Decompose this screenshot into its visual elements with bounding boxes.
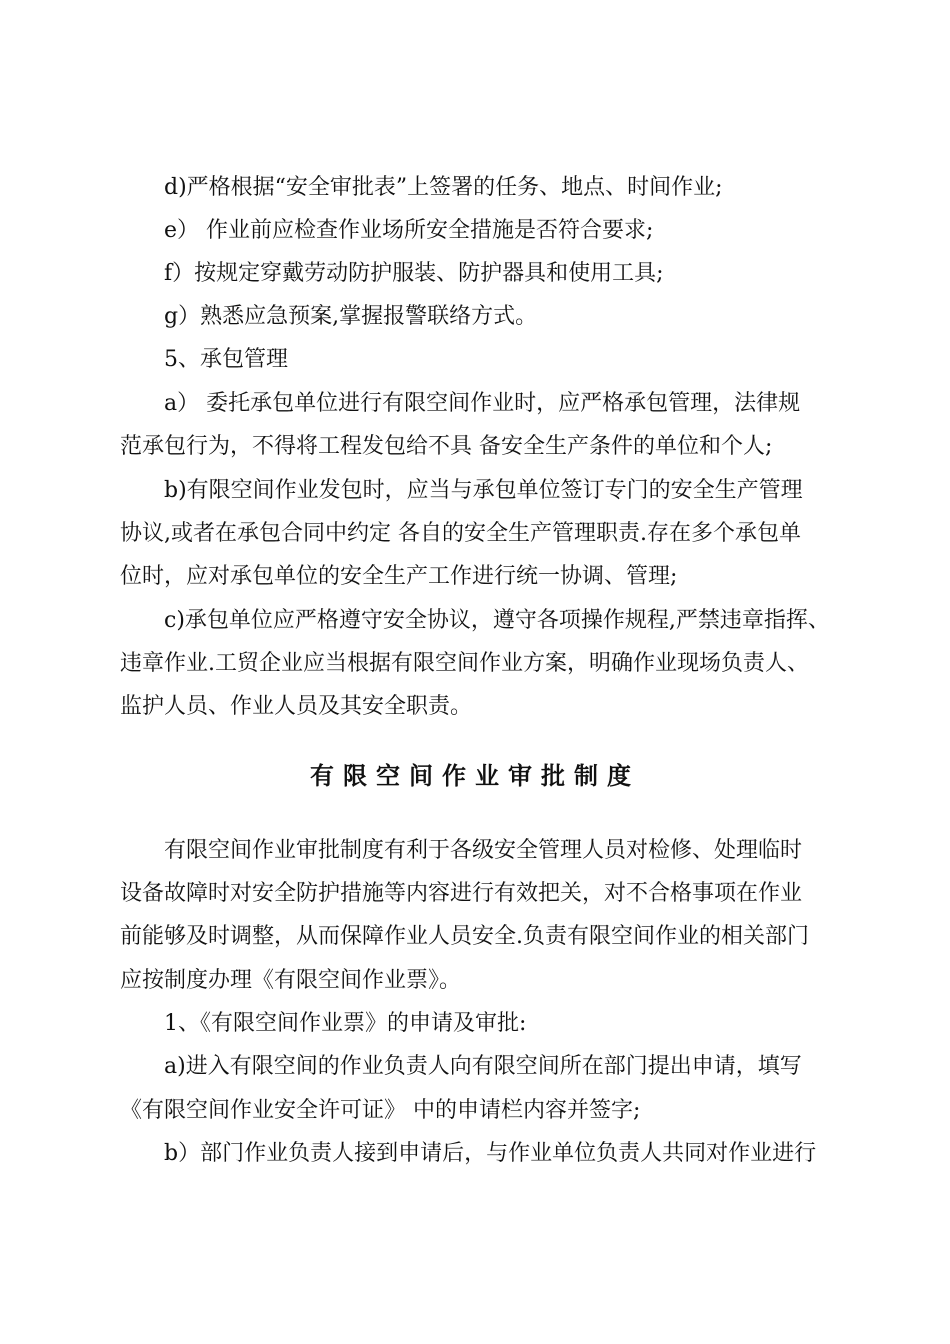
text-line: c)承包单位应严格遵守安全协议，遵守各项操作规程,严禁违章指挥、 (164, 608, 830, 633)
page-title: 有限空间作业审批制度 (310, 761, 640, 790)
text-line: b)有限空间作业发包时，应当与承包单位签订专门的安全生产管理 (164, 478, 803, 503)
text-line: 设备故障时对安全防护措施等内容进行有效把关，对不合格事项在作业 (120, 881, 803, 906)
text-line: 前能够及时调整，从而保障作业人员安全.负责有限空间作业的相关部门 (120, 924, 809, 949)
text-line: e） 作业前应检查作业场所安全措施是否符合要求; (164, 218, 654, 243)
text-line: 监护人员、作业人员及其安全职责。 (120, 694, 473, 719)
section-heading-1: 1、《有限空间作业票》的申请及审批: (164, 1011, 527, 1036)
text-line: 协议,或者在承包合同中约定 各自的安全生产管理职责.存在多个承包单 (120, 521, 801, 546)
section-heading-5: 5、承包管理 (164, 347, 288, 372)
text-line: b）部门作业负责人接到申请后，与作业单位负责人共同对作业进行 (164, 1141, 817, 1166)
text-line: 应按制度办理《有限空间作业票》。 (120, 968, 462, 993)
text-line: f）按规定穿戴劳动防护服装、防护器具和使用工具; (164, 261, 664, 286)
text-line: a)进入有限空间的作业负责人向有限空间所在部门提出申请，填写 (164, 1054, 802, 1079)
text-line: 位时，应对承包单位的安全生产工作进行统一协调、管理; (120, 564, 678, 589)
text-line: 违章作业.工贸企业应当根据有限空间作业方案，明确作业现场负责人、 (120, 651, 809, 676)
text-line: 范承包行为，不得将工程发包给不具 备安全生产条件的单位和个人; (120, 434, 773, 459)
text-line: a） 委托承包单位进行有限空间作业时，应严格承包管理，法律规 (164, 391, 801, 416)
text-line: g）熟悉应急预案,掌握报警联络方式。 (164, 304, 538, 329)
text-line: d)严格根据“安全审批表”上签署的任务、地点、时间作业; (164, 175, 723, 200)
text-line: 《有限空间作业安全许可证》 中的申请栏内容并签字; (120, 1098, 641, 1123)
text-line: 有限空间作业审批制度有利于各级安全管理人员对检修、处理临时 (164, 838, 803, 863)
